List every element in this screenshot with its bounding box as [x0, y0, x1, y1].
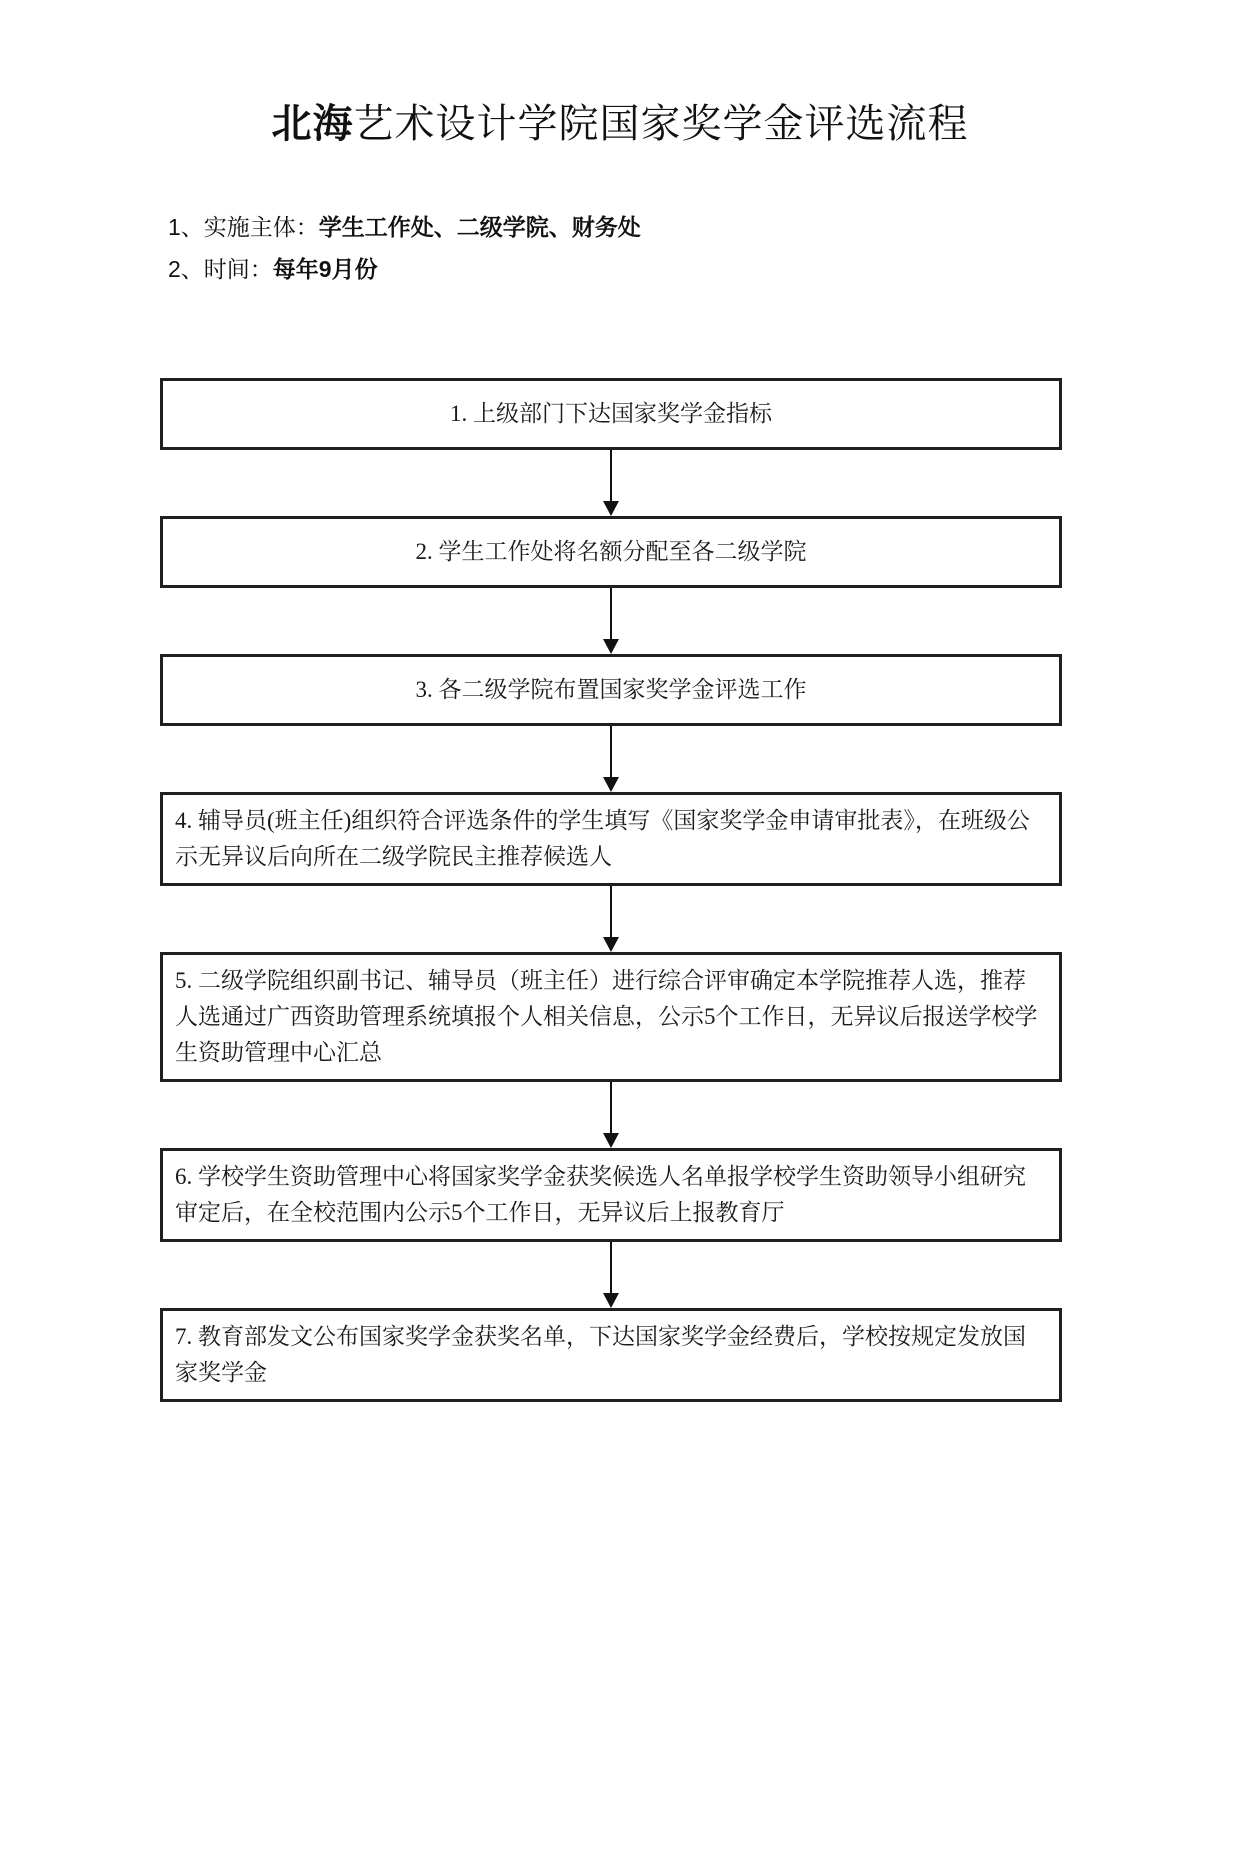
- flow-step-3-text: 3. 各二级学院布置国家奖学金评选工作: [415, 677, 807, 702]
- note-item-2: [168, 254, 1240, 284]
- flow-arrow-4: [160, 886, 1062, 952]
- flow-step-4: [160, 792, 1062, 886]
- page-title: [0, 96, 1240, 152]
- arrow-line: [610, 1082, 612, 1136]
- arrow-down-icon: [603, 937, 619, 952]
- flow-step-3: [160, 654, 1062, 726]
- flow-arrow-3: [160, 726, 1062, 792]
- flow-step-6-text: 6. 学校学生资助管理中心将国家奖学金获奖候选人名单报学校学生资助领导小组研究审定后，在全校范围内公示5个工作日，无异议后上报教育厅: [175, 1164, 1026, 1225]
- flow-arrow-6: [160, 1242, 1062, 1308]
- arrow-down-icon: [603, 501, 619, 516]
- note-1-value: 学生工作处、二级学院、财务处: [318, 214, 641, 240]
- flow-step-1-text: 1. 上级部门下达国家奖学金指标: [450, 401, 772, 426]
- note-2-value: 每年9月份: [272, 256, 378, 282]
- arrow-line: [610, 726, 612, 780]
- flow-step-5: [160, 952, 1062, 1082]
- arrow-line: [610, 1242, 612, 1296]
- note-2-label: 时间：: [203, 256, 273, 282]
- flow-step-1: [160, 378, 1062, 450]
- flow-arrow-2: [160, 588, 1062, 654]
- page-title-rest-part: 艺术设计学院国家奖学金评选流程: [353, 102, 969, 146]
- arrow-down-icon: [603, 1293, 619, 1308]
- flowchart: [160, 378, 1062, 1402]
- arrow-down-icon: [603, 777, 619, 792]
- flow-step-4-text: 4. 辅导员(班主任)组织符合评选条件的学生填写《国家奖学金申请审批表》，在班级公示无异议后向所在二级学院民主推荐候选人: [175, 808, 1030, 869]
- arrow-line: [610, 450, 612, 504]
- note-2-prefix: 2、: [168, 256, 204, 282]
- flow-arrow-5: [160, 1082, 1062, 1148]
- note-1-prefix: 1、: [168, 214, 204, 240]
- arrow-line: [610, 886, 612, 940]
- flow-step-7: [160, 1308, 1062, 1402]
- note-1-label: 实施主体：: [203, 214, 319, 240]
- flow-step-7-text: 7. 教育部发文公布国家奖学金获奖名单，下达国家奖学金经费后，学校按规定发放国家奖学金: [175, 1324, 1026, 1385]
- arrow-line: [610, 588, 612, 642]
- flow-step-5-text: 5. 二级学院组织副书记、辅导员（班主任）进行综合评审确定本学院推荐人选，推荐人选通过广西资助管理系统填报个人相关信息，公示5个工作日，无异议后报送学校学生资助管理中心汇总: [175, 968, 1038, 1065]
- flow-step-2: [160, 516, 1062, 588]
- flow-arrow-1: [160, 450, 1062, 516]
- arrow-down-icon: [603, 639, 619, 654]
- flow-step-2-text: 2. 学生工作处将名额分配至各二级学院: [415, 539, 807, 564]
- arrow-down-icon: [603, 1133, 619, 1148]
- page-title-bold-part: 北海: [271, 102, 354, 146]
- notes-list: [168, 212, 1240, 284]
- flow-step-6: [160, 1148, 1062, 1242]
- note-item-1: [168, 212, 1240, 242]
